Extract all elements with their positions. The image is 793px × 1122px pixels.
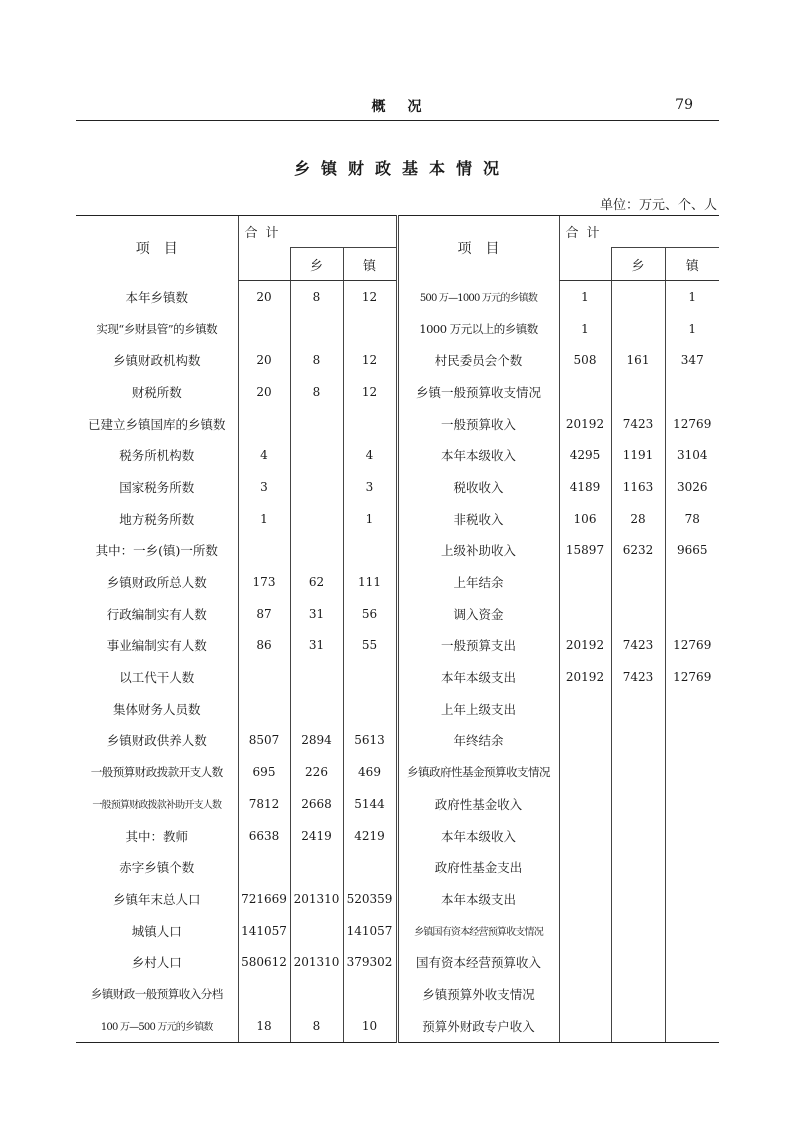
- row-label-right: 乡镇一般预算收支情况: [397, 376, 559, 408]
- row-label-left: 一般预算财政拨款补助开支人数: [92, 800, 222, 812]
- table-row: [76, 503, 719, 535]
- cell-zhen-left: [343, 693, 397, 725]
- cell-xiang-right: [611, 566, 665, 598]
- row-label-right: 一般预算支出: [397, 630, 559, 662]
- row-label-left: 以工代干人数: [119, 670, 195, 686]
- cell-zhen-right: [665, 978, 719, 1010]
- row-label-left: 集体财务人员数: [112, 701, 201, 717]
- table-row: [76, 725, 719, 757]
- cell-total-right: [559, 915, 611, 947]
- cell-total-left: 173: [238, 566, 290, 598]
- table-row: [76, 598, 719, 630]
- cell-xiang-left: 2894: [290, 725, 343, 757]
- table-row: [76, 661, 719, 693]
- row-label-left: 行政编制实有人数: [106, 606, 207, 622]
- table-row: [76, 630, 719, 662]
- row-label-left: 税务所机构数: [119, 448, 195, 464]
- cell-zhen-right: [665, 725, 719, 757]
- cell-zhen-left: 10: [343, 1010, 397, 1042]
- column-header-zhen-left: 镇: [343, 248, 397, 281]
- cell-total-left: 20: [238, 281, 290, 313]
- cell-xiang-left: 8: [290, 344, 343, 376]
- finance-table: [76, 215, 719, 1043]
- row-label-right: 本年本级支出: [397, 661, 559, 693]
- cell-xiang-right: 28: [611, 503, 665, 535]
- cell-zhen-left: [343, 408, 397, 440]
- cell-zhen-right: [665, 851, 719, 883]
- cell-zhen-right: [665, 915, 719, 947]
- table-row: [76, 946, 719, 978]
- cell-xiang-right: [611, 946, 665, 978]
- cell-total-left: 20: [238, 376, 290, 408]
- header-row-1: [76, 216, 719, 248]
- cell-xiang-left: 2668: [290, 788, 343, 820]
- cell-xiang-left: 226: [290, 756, 343, 788]
- cell-xiang-left: 31: [290, 598, 343, 630]
- cell-xiang-right: 1191: [611, 439, 665, 471]
- row-label-right: 国有资本经营预算收入: [397, 946, 559, 978]
- cell-zhen-right: 9665: [665, 535, 719, 567]
- row-label-left: 乡镇年末总人口: [112, 891, 201, 907]
- cell-total-right: [559, 788, 611, 820]
- table-row: [76, 344, 719, 376]
- cell-zhen-right: [665, 883, 719, 915]
- table-row: [76, 471, 719, 503]
- cell-xiang-left: [290, 439, 343, 471]
- cell-xiang-left: [290, 313, 343, 345]
- column-header-total-right-cont: [559, 248, 611, 281]
- table-row: [76, 978, 719, 1010]
- cell-zhen-right: 347: [665, 344, 719, 376]
- cell-zhen-right: [665, 1010, 719, 1042]
- cell-xiang-right: 7423: [611, 630, 665, 662]
- table-row: [76, 788, 719, 820]
- row-label-right: 年终结余: [397, 725, 559, 757]
- cell-xiang-right: [611, 756, 665, 788]
- column-header-item-left: 项目: [76, 216, 238, 281]
- header-rule: [76, 120, 719, 121]
- cell-xiang-left: [290, 661, 343, 693]
- row-label-left: 乡镇财政一般预算收入分档: [90, 986, 223, 1001]
- cell-zhen-right: 1: [665, 281, 719, 313]
- cell-zhen-right: [665, 693, 719, 725]
- table-row: [76, 408, 719, 440]
- table-row: [76, 915, 719, 947]
- row-label-left: 城镇人口: [131, 923, 182, 939]
- column-header-item-right: 项目: [397, 216, 559, 281]
- row-label-right: 1000 万元以上的乡镇数: [397, 313, 559, 345]
- cell-zhen-left: 12: [343, 376, 397, 408]
- row-label-right: 本年本级收入: [397, 820, 559, 852]
- cell-xiang-right: [611, 883, 665, 915]
- table-row: [76, 820, 719, 852]
- column-header-xiang-left: 乡: [290, 248, 343, 281]
- cell-total-right: [559, 851, 611, 883]
- column-header-xiang-right: 乡: [611, 248, 665, 281]
- column-header-group-right: [611, 216, 719, 248]
- cell-total-right: 20192: [559, 630, 611, 662]
- cell-zhen-left: [343, 661, 397, 693]
- table-row: [76, 535, 719, 567]
- cell-total-right: 508: [559, 344, 611, 376]
- cell-total-right: [559, 1010, 611, 1042]
- cell-total-right: 1: [559, 281, 611, 313]
- cell-total-left: 86: [238, 630, 290, 662]
- column-header-total-left-cont: [238, 248, 290, 281]
- row-label-left: 100 万—500 万元的乡镇数: [76, 1010, 238, 1042]
- column-header-group-left: [290, 216, 397, 248]
- cell-xiang-left: [290, 408, 343, 440]
- row-label-right: 上年上级支出: [397, 693, 559, 725]
- row-label-right: 税收收入: [397, 471, 559, 503]
- cell-total-left: 141057: [238, 915, 290, 947]
- table-row: [76, 851, 719, 883]
- row-label-right: 调入资金: [397, 598, 559, 630]
- running-header-section: 概况: [371, 99, 444, 115]
- table-row: [76, 693, 719, 725]
- cell-xiang-right: [611, 978, 665, 1010]
- cell-zhen-left: 379302: [343, 946, 397, 978]
- row-label-left: 已建立乡镇国库的乡镇数: [87, 416, 226, 432]
- cell-total-left: 18: [238, 1010, 290, 1042]
- cell-total-right: 1: [559, 313, 611, 345]
- row-label-right: 政府性基金支出: [397, 851, 559, 883]
- cell-xiang-left: 8: [290, 1010, 343, 1042]
- cell-xiang-left: [290, 915, 343, 947]
- cell-total-right: [559, 978, 611, 1010]
- cell-total-left: [238, 313, 290, 345]
- cell-zhen-left: 12: [343, 281, 397, 313]
- cell-xiang-right: [611, 376, 665, 408]
- cell-total-left: 6638: [238, 820, 290, 852]
- table-title: 乡镇财政基本情况: [293, 159, 510, 178]
- cell-zhen-right: [665, 788, 719, 820]
- cell-zhen-left: [343, 851, 397, 883]
- cell-xiang-left: [290, 693, 343, 725]
- cell-xiang-right: [611, 820, 665, 852]
- cell-zhen-left: 12: [343, 344, 397, 376]
- row-label-left: 事业编制实有人数: [106, 638, 207, 654]
- cell-xiang-right: 6232: [611, 535, 665, 567]
- row-label-right: 本年本级收入: [397, 439, 559, 471]
- cell-zhen-left: 111: [343, 566, 397, 598]
- cell-xiang-right: 1163: [611, 471, 665, 503]
- table-row: [76, 281, 719, 313]
- row-label-left: 实现“乡财县管”的乡镇数: [96, 321, 218, 336]
- cell-zhen-right: 12769: [665, 661, 719, 693]
- cell-total-right: [559, 376, 611, 408]
- cell-xiang-left: [290, 851, 343, 883]
- cell-xiang-right: [611, 1010, 665, 1042]
- cell-zhen-left: 469: [343, 756, 397, 788]
- cell-xiang-left: 31: [290, 630, 343, 662]
- cell-xiang-right: [611, 693, 665, 725]
- cell-xiang-right: [611, 915, 665, 947]
- cell-zhen-right: 12769: [665, 408, 719, 440]
- cell-total-left: [238, 978, 290, 1010]
- cell-xiang-right: [611, 788, 665, 820]
- cell-total-left: 8507: [238, 725, 290, 757]
- table-row: [76, 439, 719, 471]
- cell-total-left: [238, 408, 290, 440]
- row-label-right: 乡镇政府性基金预算收支情况: [397, 756, 559, 788]
- cell-zhen-left: 55: [343, 630, 397, 662]
- row-label-left: 乡镇财政机构数: [112, 353, 201, 369]
- cell-total-right: [559, 725, 611, 757]
- cell-xiang-right: [611, 313, 665, 345]
- row-label-left: 其中：一乡(镇)一所数: [95, 543, 218, 559]
- cell-total-right: [559, 946, 611, 978]
- cell-total-right: [559, 820, 611, 852]
- cell-total-left: 695: [238, 756, 290, 788]
- cell-zhen-right: 3026: [665, 471, 719, 503]
- cell-total-right: 4189: [559, 471, 611, 503]
- cell-total-right: 20192: [559, 408, 611, 440]
- row-label-right: 500 万—1000 万元的乡镇数: [397, 281, 559, 313]
- cell-xiang-right: [611, 281, 665, 313]
- unit-note: 单位：万元、个、人: [599, 198, 717, 213]
- cell-xiang-right: [611, 725, 665, 757]
- cell-total-left: 721669: [238, 883, 290, 915]
- column-header-total-right: 合计: [559, 216, 611, 248]
- row-label-left: 其中：教师: [125, 828, 188, 844]
- column-header-zhen-right: 镇: [665, 248, 719, 281]
- cell-zhen-left: [343, 978, 397, 1010]
- cell-total-right: 106: [559, 503, 611, 535]
- row-label-right: 政府性基金收入: [397, 788, 559, 820]
- cell-xiang-right: 161: [611, 344, 665, 376]
- table-row: [76, 756, 719, 788]
- cell-xiang-right: 7423: [611, 661, 665, 693]
- cell-xiang-left: 201310: [290, 946, 343, 978]
- cell-total-left: 3: [238, 471, 290, 503]
- cell-xiang-left: [290, 471, 343, 503]
- cell-total-right: 15897: [559, 535, 611, 567]
- row-label-right: 非税收入: [397, 503, 559, 535]
- column-header-total-left: 合计: [238, 216, 290, 248]
- cell-xiang-left: 62: [290, 566, 343, 598]
- cell-zhen-left: 4219: [343, 820, 397, 852]
- row-label-left: 赤字乡镇个数: [119, 860, 195, 876]
- cell-total-left: 4: [238, 439, 290, 471]
- cell-xiang-left: [290, 503, 343, 535]
- cell-total-right: [559, 598, 611, 630]
- row-label-left: 乡镇财政供养人数: [106, 733, 207, 749]
- cell-total-left: [238, 851, 290, 883]
- row-label-left: 乡镇财政所总人数: [106, 575, 207, 591]
- cell-zhen-left: 5144: [343, 788, 397, 820]
- cell-zhen-right: 78: [665, 503, 719, 535]
- cell-zhen-right: 12769: [665, 630, 719, 662]
- cell-zhen-right: [665, 820, 719, 852]
- row-label-left: 一般预算财政拨款开支人数: [90, 765, 223, 780]
- page-number: 79: [675, 97, 693, 113]
- cell-zhen-left: [343, 313, 397, 345]
- cell-xiang-right: 7423: [611, 408, 665, 440]
- cell-zhen-right: [665, 756, 719, 788]
- cell-zhen-right: 3104: [665, 439, 719, 471]
- cell-total-right: 20192: [559, 661, 611, 693]
- table-row: [76, 883, 719, 915]
- cell-total-right: [559, 883, 611, 915]
- cell-zhen-right: [665, 376, 719, 408]
- cell-zhen-left: 5613: [343, 725, 397, 757]
- row-label-right: 预算外财政专户收入: [397, 1010, 559, 1042]
- cell-total-left: [238, 535, 290, 567]
- row-label-right: 村民委员会个数: [397, 344, 559, 376]
- cell-total-left: 580612: [238, 946, 290, 978]
- cell-xiang-left: [290, 978, 343, 1010]
- cell-total-right: 4295: [559, 439, 611, 471]
- cell-zhen-left: 520359: [343, 883, 397, 915]
- row-label-right: 一般预算收入: [397, 408, 559, 440]
- cell-zhen-right: [665, 946, 719, 978]
- cell-xiang-right: [611, 851, 665, 883]
- row-label-left: 财税所数: [131, 384, 182, 400]
- row-label-left: 本年乡镇数: [125, 289, 188, 305]
- cell-total-right: [559, 566, 611, 598]
- cell-xiang-left: 201310: [290, 883, 343, 915]
- cell-total-right: [559, 693, 611, 725]
- cell-zhen-left: 1: [343, 503, 397, 535]
- cell-zhen-left: 56: [343, 598, 397, 630]
- cell-xiang-left: 8: [290, 376, 343, 408]
- cell-zhen-left: 141057: [343, 915, 397, 947]
- row-label-right: 乡镇预算外收支情况: [397, 978, 559, 1010]
- cell-zhen-right: [665, 566, 719, 598]
- cell-total-left: 7812: [238, 788, 290, 820]
- row-label-left: 乡村人口: [131, 955, 182, 971]
- table-row: [76, 566, 719, 598]
- cell-zhen-left: [343, 535, 397, 567]
- cell-xiang-right: [611, 598, 665, 630]
- cell-total-left: [238, 661, 290, 693]
- row-label-left: 地方税务所数: [119, 511, 195, 527]
- cell-zhen-left: 3: [343, 471, 397, 503]
- cell-xiang-left: 8: [290, 281, 343, 313]
- table-row: [76, 1010, 719, 1042]
- row-label-right: 本年本级支出: [397, 883, 559, 915]
- row-label-right: 上年结余: [397, 566, 559, 598]
- cell-zhen-right: 1: [665, 313, 719, 345]
- cell-zhen-left: 4: [343, 439, 397, 471]
- row-label-left: 国家税务所数: [119, 479, 195, 495]
- table-row: [76, 313, 719, 345]
- cell-total-left: 20: [238, 344, 290, 376]
- table-row: [76, 376, 719, 408]
- cell-zhen-right: [665, 598, 719, 630]
- row-label-right: 上级补助收入: [397, 535, 559, 567]
- cell-total-left: 1: [238, 503, 290, 535]
- cell-total-right: [559, 756, 611, 788]
- cell-xiang-left: 2419: [290, 820, 343, 852]
- cell-total-left: [238, 693, 290, 725]
- cell-total-left: 87: [238, 598, 290, 630]
- row-label-right: 乡镇国有资本经营预算收支情况: [397, 915, 559, 947]
- cell-xiang-left: [290, 535, 343, 567]
